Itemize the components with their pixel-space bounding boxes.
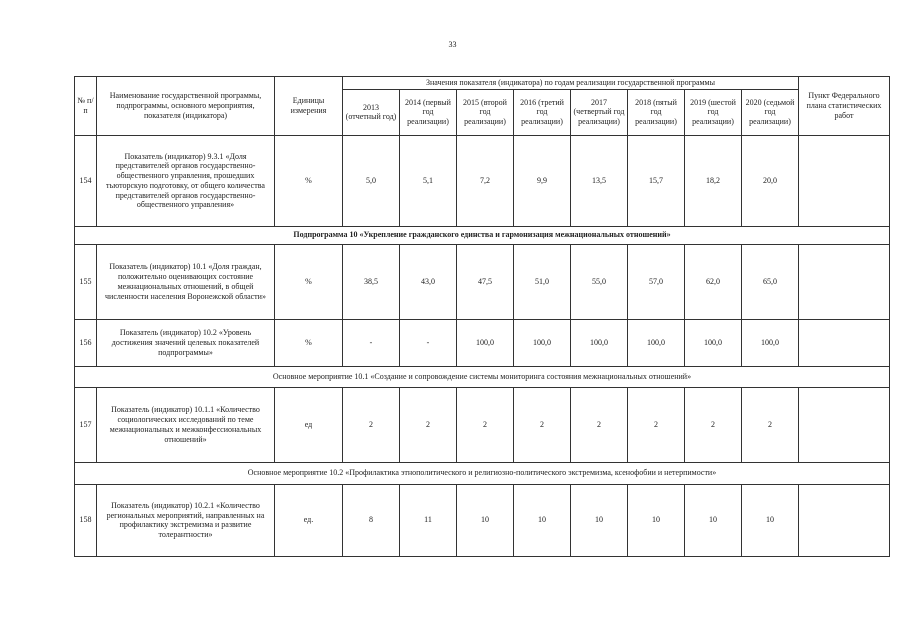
value-2020: 65,0 bbox=[742, 244, 799, 319]
main-activity-title: Основное мероприятие 10.1 «Создание и сопровождение системы мониторинга состояния межнациональных отношений» bbox=[75, 366, 890, 387]
indicator-name: Показатель (индикатор) 10.1 «Доля граждан, положительно оценивающих состояние межнациональных отношений, в общей численности населения Воронежской области» bbox=[97, 244, 275, 319]
indicator-name: Показатель (индикатор) 10.2.1 «Количество региональных мероприятий, направленных на профилактику экстремизма и развитие толерантности» bbox=[97, 484, 275, 556]
table-row bbox=[75, 135, 890, 226]
value-2020: 10 bbox=[742, 484, 799, 556]
value-2013: 2 bbox=[343, 387, 400, 462]
table-row bbox=[75, 319, 890, 366]
value-2018: 15,7 bbox=[628, 135, 685, 226]
value-2018: 57,0 bbox=[628, 244, 685, 319]
page-number: 33 bbox=[448, 40, 457, 49]
unit-cell: ед. bbox=[275, 484, 343, 556]
federal-plan-cell bbox=[799, 387, 890, 462]
federal-plan-cell bbox=[799, 319, 890, 366]
header-year-2020: 2020 (седьмой год реализации) bbox=[742, 89, 799, 135]
value-2017: 55,0 bbox=[571, 244, 628, 319]
value-2017: 100,0 bbox=[571, 319, 628, 366]
value-2014: 5,1 bbox=[400, 135, 457, 226]
value-2019: 100,0 bbox=[685, 319, 742, 366]
header-year-2013: 2013 (отчетный год) bbox=[343, 89, 400, 135]
value-2014: 43,0 bbox=[400, 244, 457, 319]
main-activity-title: Основное мероприятие 10.2 «Профилактика этнополитического и религиозно-политического экстремизма, ксенофобии и нетерпимости» bbox=[75, 462, 890, 484]
value-2014: 11 bbox=[400, 484, 457, 556]
value-2016: 100,0 bbox=[514, 319, 571, 366]
table-row bbox=[75, 244, 890, 319]
row-number: 155 bbox=[75, 244, 97, 319]
value-2019: 10 bbox=[685, 484, 742, 556]
value-2016: 9,9 bbox=[514, 135, 571, 226]
row-number: 158 bbox=[75, 484, 97, 556]
subprogram-title: Подпрограмма 10 «Укрепление гражданского единства и гармонизация межнациональных отношений» bbox=[75, 226, 890, 244]
federal-plan-cell bbox=[799, 244, 890, 319]
unit-cell: % bbox=[275, 135, 343, 226]
row-number: 154 bbox=[75, 135, 97, 226]
federal-plan-cell bbox=[799, 484, 890, 556]
indicator-name: Показатель (индикатор) 10.1.1 «Количество социологических исследований по теме межнациональных и межконфессиональных отношений» bbox=[97, 387, 275, 462]
value-2017: 2 bbox=[571, 387, 628, 462]
header-year-2015: 2015 (второй год реализации) bbox=[457, 89, 514, 135]
indicator-table-container bbox=[74, 76, 890, 557]
header-number: № п/п bbox=[75, 77, 97, 136]
value-2015: 2 bbox=[457, 387, 514, 462]
unit-cell: % bbox=[275, 319, 343, 366]
value-2020: 100,0 bbox=[742, 319, 799, 366]
value-2017: 13,5 bbox=[571, 135, 628, 226]
value-2015: 47,5 bbox=[457, 244, 514, 319]
section-row bbox=[75, 226, 890, 244]
value-2020: 20,0 bbox=[742, 135, 799, 226]
table-row bbox=[75, 387, 890, 462]
value-2013: 5,0 bbox=[343, 135, 400, 226]
header-unit: Единицы измерения bbox=[275, 77, 343, 136]
value-2020: 2 bbox=[742, 387, 799, 462]
table-row bbox=[75, 484, 890, 556]
value-2013: - bbox=[343, 319, 400, 366]
header-values-group: Значения показателя (индикатора) по годам реализации государственной программы bbox=[343, 77, 799, 90]
value-2018: 10 bbox=[628, 484, 685, 556]
value-2015: 10 bbox=[457, 484, 514, 556]
value-2014: 2 bbox=[400, 387, 457, 462]
value-2018: 2 bbox=[628, 387, 685, 462]
header-federal-plan: Пункт Федерального плана статистических работ bbox=[799, 77, 890, 136]
value-2013: 8 bbox=[343, 484, 400, 556]
value-2017: 10 bbox=[571, 484, 628, 556]
header-year-2019: 2019 (шестой год реализации) bbox=[685, 89, 742, 135]
value-2018: 100,0 bbox=[628, 319, 685, 366]
federal-plan-cell bbox=[799, 135, 890, 226]
value-2019: 62,0 bbox=[685, 244, 742, 319]
header-year-2014: 2014 (первый год реализации) bbox=[400, 89, 457, 135]
value-2015: 7,2 bbox=[457, 135, 514, 226]
value-2019: 18,2 bbox=[685, 135, 742, 226]
row-number: 156 bbox=[75, 319, 97, 366]
value-2016: 2 bbox=[514, 387, 571, 462]
unit-cell: % bbox=[275, 244, 343, 319]
header-year-2018: 2018 (пятый год реализации) bbox=[628, 89, 685, 135]
section-row bbox=[75, 366, 890, 387]
value-2015: 100,0 bbox=[457, 319, 514, 366]
value-2016: 10 bbox=[514, 484, 571, 556]
value-2016: 51,0 bbox=[514, 244, 571, 319]
unit-cell: ед bbox=[275, 387, 343, 462]
header-year-2016: 2016 (третий год реализации) bbox=[514, 89, 571, 135]
header-name: Наименование государственной программы, подпрограммы, основного мероприятия, показателя (индикатора) bbox=[97, 77, 275, 136]
indicator-name: Показатель (индикатор) 9.3.1 «Доля представителей органов государственно-общественного управления, прошедших тьюторскую подготовку, от общего количества представителей органов государственно-общественного управления» bbox=[97, 135, 275, 226]
row-number: 157 bbox=[75, 387, 97, 462]
header-year-2017: 2017 (четвертый год реализации) bbox=[571, 89, 628, 135]
value-2014: - bbox=[400, 319, 457, 366]
section-row bbox=[75, 462, 890, 484]
indicator-table bbox=[74, 76, 890, 557]
value-2013: 38,5 bbox=[343, 244, 400, 319]
value-2019: 2 bbox=[685, 387, 742, 462]
indicator-name: Показатель (индикатор) 10.2 «Уровень достижения значений целевых показателей подпрограммы» bbox=[97, 319, 275, 366]
